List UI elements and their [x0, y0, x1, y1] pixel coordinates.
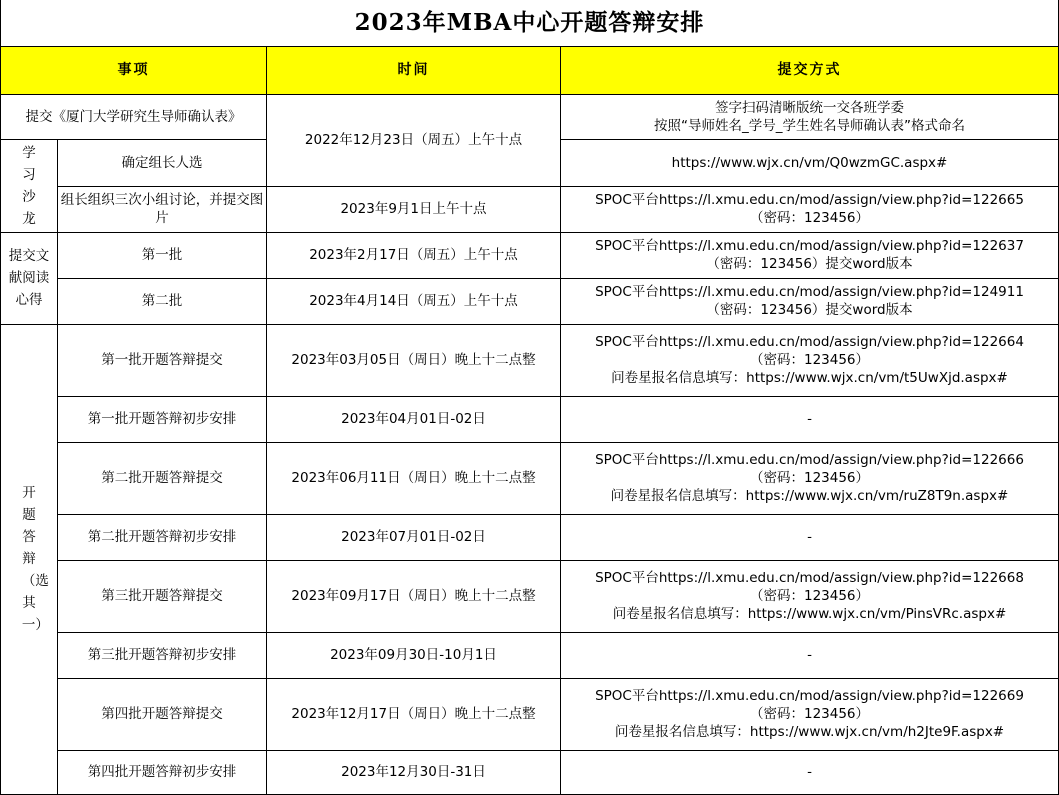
method-line: （密码：123456）	[749, 210, 870, 226]
salon-sub-1: 确定组长人选	[58, 139, 267, 186]
method-line: （密码：123456）	[749, 706, 870, 722]
category-label: 开题答辩（选其一）	[21, 485, 49, 633]
reading-time-2: 2023年4月14日（周五）上午十点	[267, 278, 561, 324]
row-confirm-method	[561, 94, 1059, 139]
defense-time-5: 2023年09月17日（周日）晚上十二点整	[267, 560, 561, 632]
defense-sub-4: 第二批开题答辩初步安排	[58, 514, 267, 560]
category-defense	[1, 324, 58, 794]
method-link[interactable]: 问卷星报名信息填写：https://www.wjx.cn/vm/t5UwXjd.aspx#	[611, 370, 1008, 386]
category-salon	[1, 139, 58, 232]
defense-sub-2: 第一批开题答辩初步安排	[58, 396, 267, 442]
method-line: 签字扫码清晰版统一交各班学委	[715, 99, 904, 116]
method-line: （密码：123456）	[749, 470, 870, 486]
defense-time-3: 2023年06月11日（周日）晚上十二点整	[267, 442, 561, 514]
reading-method-1	[561, 232, 1059, 278]
defense-time-7: 2023年12月17日（周日）晚上十二点整	[267, 678, 561, 750]
defense-time-2: 2023年04月01日-02日	[267, 396, 561, 442]
category-label: 提交文献阅读心得	[8, 248, 50, 308]
row-confirm-time: 2022年12月23日（周五）上午十点	[267, 94, 561, 186]
reading-time-1: 2023年2月17日（周五）上午十点	[267, 232, 561, 278]
defense-method-8: -	[561, 750, 1059, 794]
row-confirm-item: 提交《厦门大学研究生导师确认表》	[1, 94, 267, 139]
method-line: （密码：123456）	[749, 352, 870, 368]
method-link[interactable]: 问卷星报名信息填写：https://www.wjx.cn/vm/h2Jte9F.aspx#	[614, 724, 1005, 740]
defense-method-5	[561, 560, 1059, 632]
defense-sub-1: 第一批开题答辩提交	[58, 324, 267, 396]
salon-method-1	[561, 139, 1059, 186]
reading-sub-1: 第一批	[58, 232, 267, 278]
method-link[interactable]: SPOC平台https://l.xmu.edu.cn/mod/assign/view.php?id=122669	[595, 688, 1024, 704]
method-line: （密码：123456）提交word版本	[706, 256, 913, 272]
defense-method-7	[561, 678, 1059, 750]
defense-time-1: 2023年03月05日（周日）晚上十二点整	[267, 324, 561, 396]
page-title: 2023年MBA中心开题答辩安排	[1, 0, 1059, 46]
method-line: （密码：123456）	[749, 588, 870, 604]
method-line: （密码：123456）提交word版本	[706, 302, 913, 318]
defense-time-4: 2023年07月01日-02日	[267, 514, 561, 560]
defense-method-3	[561, 442, 1059, 514]
defense-method-2: -	[561, 396, 1059, 442]
header-method: 提交方式	[561, 46, 1059, 94]
category-reading	[1, 232, 58, 324]
defense-method-4: -	[561, 514, 1059, 560]
defense-sub-8: 第四批开题答辩初步安排	[58, 750, 267, 794]
salon-sub-2: 组长组织三次小组讨论，并提交图片	[58, 186, 267, 232]
method-line: 按照“导师姓名_学号_学生姓名导师确认表”格式命名	[654, 117, 965, 134]
reading-sub-2: 第二批	[58, 278, 267, 324]
method-link[interactable]: SPOC平台https://l.xmu.edu.cn/mod/assign/view.php?id=122664	[595, 334, 1024, 350]
defense-sub-7: 第四批开题答辩提交	[58, 678, 267, 750]
defense-time-8: 2023年12月30日-31日	[267, 750, 561, 794]
method-link[interactable]: 问卷星报名信息填写：https://www.wjx.cn/vm/ruZ8T9n.aspx#	[610, 488, 1009, 504]
defense-sub-5: 第三批开题答辩提交	[58, 560, 267, 632]
salon-method-2	[561, 186, 1059, 232]
category-label: 学习沙龙	[22, 144, 36, 227]
header-time: 时间	[267, 46, 561, 94]
method-link[interactable]: SPOC平台https://l.xmu.edu.cn/mod/assign/view.php?id=122668	[595, 570, 1024, 586]
defense-time-6: 2023年09月30日-10月1日	[267, 632, 561, 678]
salon-time-2: 2023年9月1日上午十点	[267, 186, 561, 232]
method-link[interactable]: 问卷星报名信息填写：https://www.wjx.cn/vm/PinsVRc.aspx#	[612, 606, 1007, 622]
reading-method-2	[561, 278, 1059, 324]
defense-method-6: -	[561, 632, 1059, 678]
method-link[interactable]: SPOC平台https://l.xmu.edu.cn/mod/assign/view.php?id=124911	[595, 284, 1024, 300]
method-link[interactable]: SPOC平台https://l.xmu.edu.cn/mod/assign/view.php?id=122637	[595, 238, 1024, 254]
method-link[interactable]: SPOC平台https://l.xmu.edu.cn/mod/assign/view.php?id=122665	[595, 192, 1024, 208]
method-link[interactable]: SPOC平台https://l.xmu.edu.cn/mod/assign/view.php?id=122666	[595, 452, 1024, 468]
method-link[interactable]: https://www.wjx.cn/vm/Q0wzmGC.aspx#	[671, 154, 948, 171]
defense-method-1	[561, 324, 1059, 396]
defense-sub-6: 第三批开题答辩初步安排	[58, 632, 267, 678]
defense-sub-3: 第二批开题答辩提交	[58, 442, 267, 514]
header-item: 事项	[1, 46, 267, 94]
